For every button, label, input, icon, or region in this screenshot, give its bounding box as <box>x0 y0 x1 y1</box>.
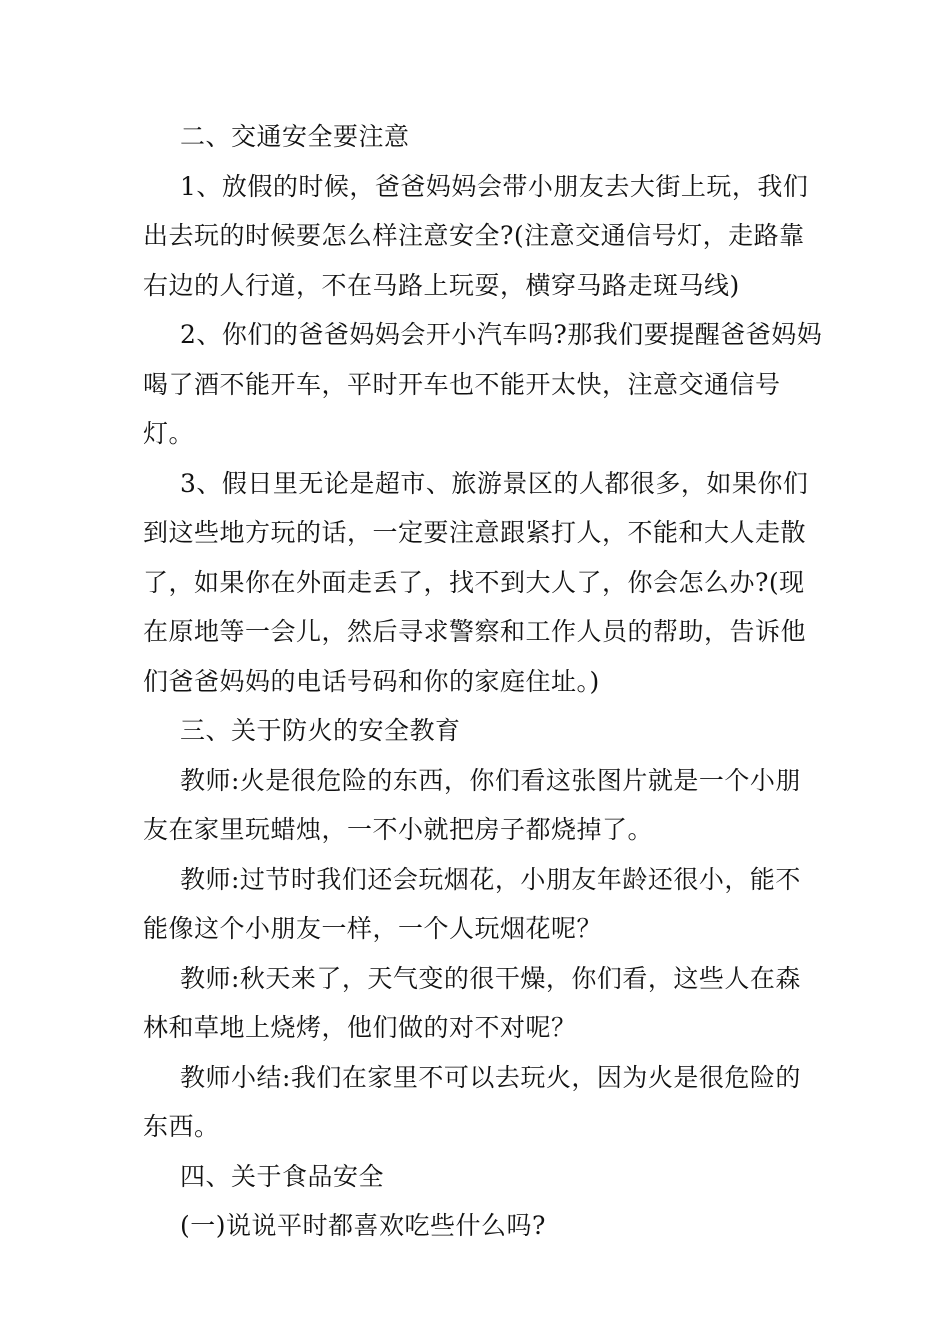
paragraph-traffic-item-3: 3、假日里无论是超市、旅游景区的人都很多，如果你们到这些地方玩的话，一定要注意跟紧打人，不能和大人走散了，如果你在外面走丢了，找不到大人了，你会怎么办?(现在原地等一会儿，然后寻求警察和工作人员的帮助，告诉他们爸爸妈妈的电话号码和你的家庭住址。) <box>143 468 809 696</box>
document-body <box>143 112 823 1251</box>
section-heading-traffic-safety: 二、交通安全要注意 <box>180 122 410 151</box>
section-heading-fire-safety: 三、关于防火的安全教育 <box>180 716 461 745</box>
paragraph-fire-teacher-2: 教师:过节时我们还会玩烟花，小朋友年龄还很小，能不能像这个小朋友一样，一个人玩烟花呢？ <box>143 864 801 943</box>
paragraph-fire-teacher-1: 教师:火是很危险的东西，你们看这张图片就是一个小朋友在家里玩蜡烛，一不小就把房子都烧掉了。 <box>143 765 801 844</box>
paragraph-traffic-item-2: 2、你们的爸爸妈妈会开小汽车吗?那我们要提醒爸爸妈妈喝了酒不能开车，平时开车也不能开太快，注意交通信号灯。 <box>143 320 823 448</box>
paragraph-fire-summary: 教师小结:我们在家里不可以去玩火，因为火是很危险的东西。 <box>143 1062 801 1141</box>
paragraph-food-item-1: (一)说说平时都喜欢吃些什么吗? <box>180 1211 546 1240</box>
paragraph-fire-teacher-3: 教师:秋天来了，天气变的很干燥，你们看，这些人在森林和草地上烧烤，他们做的对不对呢？ <box>143 963 801 1042</box>
section-heading-food-safety: 四、关于食品安全 <box>180 1161 385 1191</box>
paragraph-traffic-item-1: 1、放假的时候，爸爸妈妈会带小朋友去大街上玩，我们出去玩的时候要怎么样注意安全?(注意交通信号灯，走路靠右边的人行道，不在马路上玩耍，横穿马路走斑马线) <box>143 171 809 300</box>
